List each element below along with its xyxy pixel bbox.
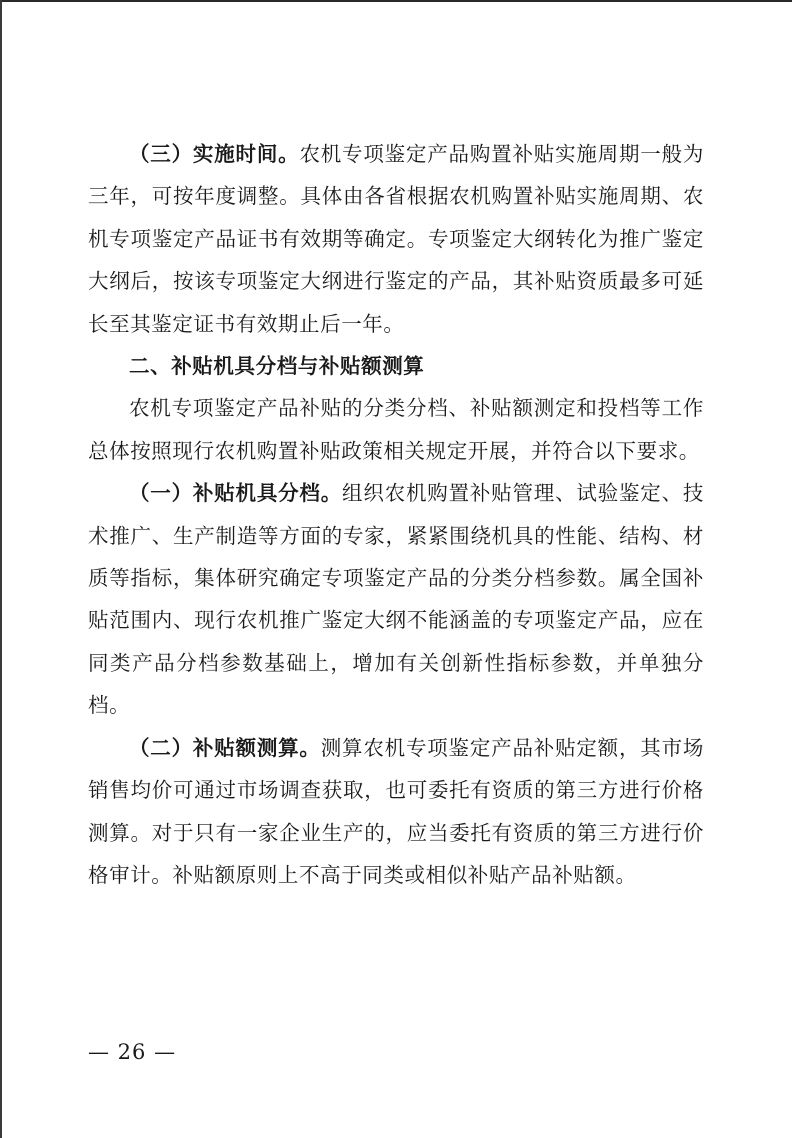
paragraph-lead: （一）补贴机具分档。 <box>129 481 343 506</box>
paragraph-text: 测算农机专项鉴定产品补贴定额，其市场销售均价可通过市场调查获取，也可委托有资质的第三方进行价格测算。对于只有一家企业生产的，应当委托有资质的第三方进行价格审计。补贴额原则上不高于同类或相似补贴产品补贴额。 <box>88 735 704 887</box>
paragraph-lead: （三）实施时间。 <box>129 142 300 166</box>
paragraph-implementation-time <box>88 133 704 345</box>
paragraph-subsidy-calculation <box>88 727 704 897</box>
paragraph-text: 组织农机购置补贴管理、试验鉴定、技术推广、生产制造等方面的专家，紧紧围绕机具的性能、结构、材质等指标，集体研究确定专项鉴定产品的分类分档参数。属全国补贴范围内、现行农机推广鉴定大纲不能涵盖的专项鉴定产品，应在同类产品分档参数基础上，增加有关创新性指标参数，并单独分档。 <box>88 481 705 718</box>
paragraph-intro: 农机专项鉴定产品补贴的分类分档、补贴额测定和投档等工作总体按照现行农机购置补贴政策相关规定开展，并符合以下要求。 <box>88 396 704 463</box>
section-heading: 二、补贴机具分档与补贴额测算 <box>129 354 425 379</box>
page-top-edge <box>0 0 792 2</box>
paragraph-text: 农机专项鉴定产品购置补贴实施周期一般为三年，可按年度调整。具体由各省根据农机购置补贴实施周期、农机专项鉴定产品证书有效期等确定。专项鉴定大纲转化为推广鉴定大纲后，按该专项鉴定大纲进行鉴定的产品，其补贴资质最多可延长至其鉴定证书有效期止后一年。 <box>88 142 704 336</box>
document-body <box>88 133 704 896</box>
paragraph-machine-classification <box>88 472 704 726</box>
page-left-edge <box>0 0 2 1138</box>
page-number: — 26 — <box>88 1040 177 1064</box>
paragraph-lead: （二）补贴额测算。 <box>129 735 321 760</box>
